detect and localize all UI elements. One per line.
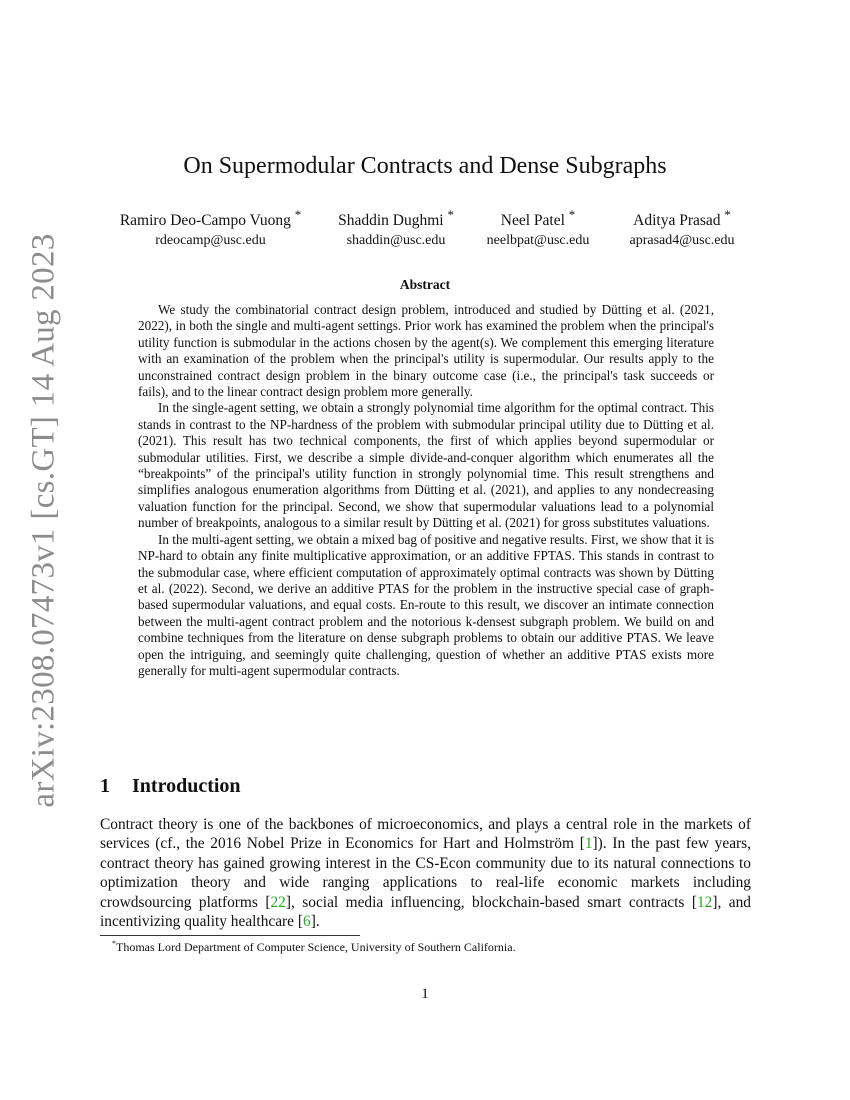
abstract-paragraph: We study the combinatorial contract design problem, introduced and studied by Dütting et al. (2021, 2022), in both the single and multi-agent settings. Prior work has examined the problem when the principal's utility function is submodular in the actions chosen by the agent(s). We complement this emerging literature with an examination of the problem when the principal's utility is supermodular. Our results apply to the unconstrained contract design problem in the binary outcome case (i.e., the principal's task succeeds or fails), and to the linear contract design problem more generally. (138, 302, 714, 400)
author-block (326, 205, 466, 251)
author-email[interactable]: neelbpat@usc.edu (486, 233, 590, 249)
paper-title: On Supermodular Contracts and Dense Subgraphs (183, 153, 667, 179)
page-number: 1 (421, 986, 429, 1002)
author-name: Neel Patel * (500, 207, 576, 230)
citation-link[interactable]: 6 (303, 913, 311, 931)
citation-link[interactable]: 1 (584, 835, 593, 853)
author-name: Ramiro Deo-Campo Vuong * (119, 207, 302, 230)
footnote (112, 939, 516, 955)
author-email[interactable]: aprasad4@usc.edu (629, 233, 735, 249)
abstract-paragraph: In the single-agent setting, we obtain a strongly polynomial time algorithm for the optimal contract. This stands in contrast to the NP-hardness of the problem with submodular principal utility due to Dütting et al. (2021). This result has two technical components, the first of which applies beyond supermodular or submodular utilities. First, we describe a simple divide-and-conquer algorithm which enumerates all the “breakpoints” of the principal's utility function in strongly polynomial time. This result strengthens and simplifies analogous enumeration algorithms from Dütting et al. (2021), and applies to any nondecreasing valuation function for the principal. Second, we show that supermodular valuations lead to a polynomial number of breakpoints, analogous to a similar result by Dütting et al. (2021) for gross substitutes valuations. (138, 400, 714, 531)
section-heading (100, 775, 241, 798)
arxiv-identifier (20, 232, 68, 808)
author-block (108, 205, 313, 251)
abstract-paragraph: In the multi-agent setting, we obtain a mixed bag of positive and negative results. First, we show that it is NP-hard to obtain any finite multiplicative approximation, or an additive FPTAS. This stands in contrast to the submodular case, where efficient computation of approximately optimal contracts was shown by Dütting et al. (2022). Second, we derive an additive PTAS for the problem in the instructive special case of graph-based supermodular valuations, and equal costs. En-route to this result, we discover an intimate connection between the multi-agent contract problem and the notorious k-densest subgraph problem. We build on and combine techniques from the literature on dense subgraph problems to obtain our additive PTAS. We leave open the intriguing, and seemingly quite challenging, question of whether an additive PTAS exists more generally for multi-agent supermodular contracts. (138, 531, 714, 678)
citation-link[interactable]: 22 (270, 893, 286, 911)
author-name: Shaddin Dughmi * (338, 207, 454, 230)
footnote-mark: * (112, 939, 116, 948)
author-block (478, 205, 598, 251)
citation-link[interactable]: 12 (696, 893, 713, 911)
introduction-paragraph: Contract theory is one of the backbones of microeconomics, and plays a central role in the markets of services (cf., the 2016 Nobel Prize in Economics for Hart and Holmström [1]). In the past few years, contract theory has gained growing interest in the CS-Econ community due to its natural connections to optimization theory and wide ranging applications to real-life economic markets including crowdsourcing platforms [22], social media influencing, blockchain-based smart contracts [12], and incentivizing quality healthcare [6]. (100, 816, 751, 931)
abstract-heading: Abstract (399, 277, 451, 292)
abstract-body (138, 302, 714, 679)
author-name: Aditya Prasad * (633, 207, 731, 230)
section-title: Introduction (132, 775, 241, 797)
footnote-text: Thomas Lord Department of Computer Science, University of Southern California. (116, 940, 516, 954)
arxiv-identifier-text: arXiv:2308.07473v1 [cs.GT] 14 Aug 2023 (25, 232, 62, 808)
footnote-divider (100, 935, 360, 936)
author-email[interactable]: rdeocamp@usc.edu (155, 233, 266, 249)
author-email[interactable]: shaddin@usc.edu (346, 233, 446, 249)
author-block (612, 205, 752, 251)
section-number: 1 (100, 775, 110, 797)
